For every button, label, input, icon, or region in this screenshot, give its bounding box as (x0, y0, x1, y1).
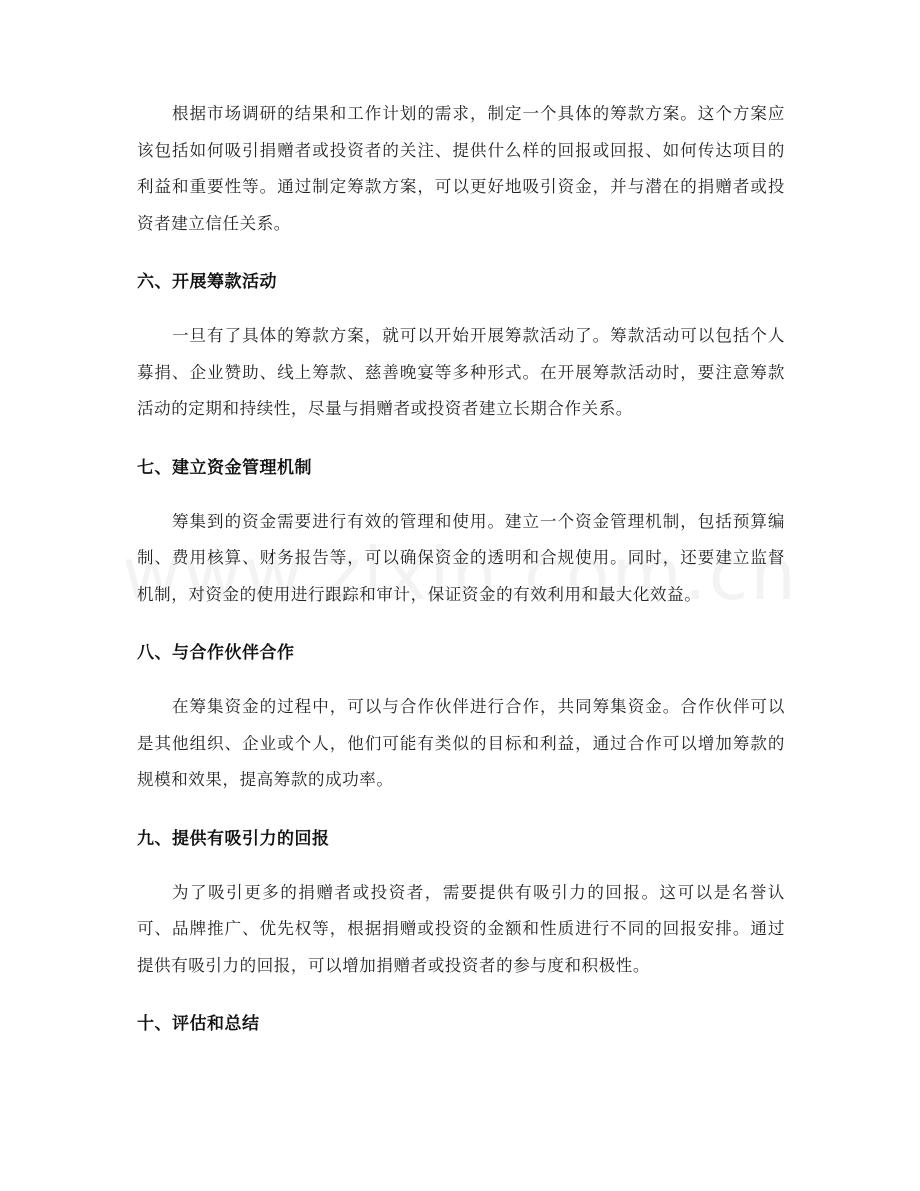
section-heading-10: 十、评估和总结 (137, 1014, 260, 1034)
document-body (137, 96, 785, 1036)
section-paragraph-6: 一旦有了具体的筹款方案，就可以开始开展筹款活动了。筹款活动可以包括个人募捐、企业赞助、线上筹款、慈善晚宴等多种形式。在开展筹款活动时，要注意筹款活动的定期和持续性，尽量与捐赠者或投资者建立长期合作关系。 (137, 326, 785, 418)
section-heading-9: 九、提供有吸引力的回报 (137, 828, 330, 849)
section-heading-6: 六、开展筹款活动 (137, 272, 277, 292)
section-heading-8: 八、与合作伙伴合作 (137, 643, 295, 663)
section-paragraph-7: 筹集到的资金需要进行有效的管理和使用。建立一个资金管理机制，包括预算编制、费用核算、财务报告等，可以确保资金的透明和合规使用。同时，还要建立监督机制，对资金的使用进行跟踪和审计，保证资金的有效利用和最大化效益。 (137, 511, 785, 604)
section-heading-7: 七、建立资金管理机制 (137, 457, 312, 478)
section-paragraph-8: 在筹集资金的过程中，可以与合作伙伴进行合作，共同筹集资金。合作伙伴可以是其他组织、企业或个人，他们可能有类似的目标和利益，通过合作可以增加筹款的规模和效果，提高筹款的成功率。 (137, 697, 785, 789)
intro-paragraph: 根据市场调研的结果和工作计划的需求，制定一个具体的筹款方案。这个方案应该包括如何吸引捐赠者或投资者的关注、提供什么样的回报或回报、如何传达项目的利益和重要性等。通过制定筹款方案，可以更好地吸引资金，并与潜在的捐赠者或投资者建立信任关系。 (137, 104, 785, 233)
section-paragraph-9: 为了吸引更多的捐赠者或投资者，需要提供有吸引力的回报。这可以是名誉认可、品牌推广、优先权等，根据捐赠或投资的金额和性质进行不同的回报安排。通过提供有吸引力的回报，可以增加捐赠者或投资者的参与度和积极性。 (137, 882, 785, 975)
